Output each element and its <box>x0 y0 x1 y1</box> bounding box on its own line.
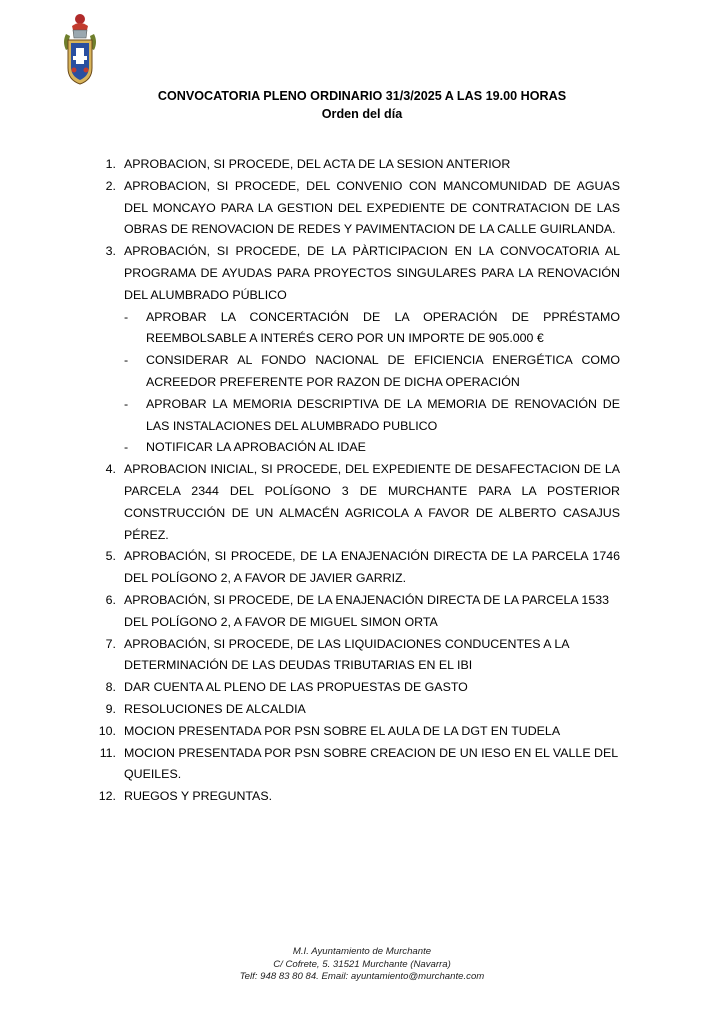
agenda-item-text: MOCION PRESENTADA POR PSN SOBRE CREACION DE UN IESO EN EL VALLE DEL QUEILES. <box>124 745 618 782</box>
agenda-sublist <box>124 307 620 460</box>
agenda-item-number: 12. <box>98 789 116 804</box>
agenda-item <box>105 154 620 176</box>
agenda-item <box>105 176 620 241</box>
agenda-item <box>105 677 620 699</box>
dash-marker: - <box>124 396 129 411</box>
agenda-item-number: 5. <box>105 549 116 564</box>
agenda-item-text: APROBACION, SI PROCEDE, DEL ACTA DE LA SESION ANTERIOR <box>124 157 511 171</box>
agenda-item <box>105 590 620 634</box>
agenda-item-number: 9. <box>105 701 116 716</box>
agenda-item <box>105 241 620 459</box>
agenda-subitem <box>124 307 620 351</box>
agenda-item-text: DAR CUENTA AL PLENO DE LAS PROPUESTAS DE GASTO <box>124 680 468 695</box>
agenda-item-text: RUEGOS Y PREGUNTAS. <box>124 789 273 804</box>
agenda-subitem-text: APROBAR LA CONCERTACIÓN DE LA OPERACIÓN DE PPRÉSTAMO REEMBOLSABLE A INTERÉS CERO POR UN IMPORTE DE 905.000 € <box>146 309 620 346</box>
agenda-item-number: 7. <box>105 636 116 651</box>
agenda-item-text: APROBACIÓN, SI PROCEDE, DE LAS LIQUIDACIONES CONDUCENTES A LA DETERMINACIÓN DE LAS DEUDAS TRIBUTARIAS EN EL IBI <box>124 636 569 673</box>
agenda-item-text: APROBACIÓN, SI PROCEDE, DE LA PÀRTICIPACION EN LA CONVOCATORIA AL PROGRAMA DE AYUDAS PARA PROYECTOS SINGULARES PARA LA RENOVACIÓN DEL ALUMBRADO PÚBLICO <box>124 244 620 302</box>
page-title: CONVOCATORIA PLENO ORDINARIO 31/3/2025 A LAS 19.00 HORAS <box>157 89 567 103</box>
page-footer <box>0 946 724 984</box>
agenda-item-number: 6. <box>105 592 116 607</box>
agenda-item-text: APROBACIÓN, SI PROCEDE, DE LA ENAJENACIÓN DIRECTA DE LA PARCELA 1746 DEL POLÍGONO 2, A FAVOR DE JAVIER GARRIZ. <box>124 549 620 586</box>
agenda-item-number: 8. <box>105 680 116 695</box>
page-subtitle: Orden del día <box>321 107 403 121</box>
dash-marker: - <box>124 353 129 368</box>
footer-address: C/ Cofrete, 5. 31521 Murchante (Navarra) <box>273 958 451 970</box>
agenda-item-number: 2. <box>105 178 116 193</box>
agenda-item <box>99 743 620 787</box>
agenda-subitem-text: APROBAR LA MEMORIA DESCRIPTIVA DE LA MEMORIA DE RENOVACIÓN DE LAS INSTALACIONES DEL ALUMBRADO PUBLICO <box>146 396 620 433</box>
agenda-subitem <box>124 437 620 459</box>
footer-organization: M.I. Ayuntamiento de Murchante <box>292 946 432 957</box>
agenda-item <box>98 786 620 808</box>
agenda-item-number: 11. <box>99 745 116 760</box>
agenda-item <box>105 634 620 678</box>
agenda-subitem <box>124 350 620 394</box>
agenda-item-text: MOCION PRESENTADA POR PSN SOBRE EL AULA DE LA DGT EN TUDELA <box>124 723 561 738</box>
dash-marker: - <box>124 309 129 324</box>
agenda-list <box>98 154 620 808</box>
dash-marker: - <box>124 440 129 455</box>
coat-of-arms-icon <box>60 12 100 86</box>
agenda-item-number: 4. <box>105 462 116 477</box>
agenda-item-text: RESOLUCIONES DE ALCALDIA <box>124 701 306 716</box>
agenda-item-number: 3. <box>105 244 116 259</box>
agenda-item-text: APROBACION INICIAL, SI PROCEDE, DEL EXPEDIENTE DE DESAFECTACION DE LA PARCELA 2344 DEL POLÍGONO 3 DE MURCHANTE PARA LA POSTERIOR CONSTRUCCIÓN DE UN ALMACÉN AGRICOLA A FAVOR DE ALBERTO CASAJUS PÉREZ. <box>124 462 620 542</box>
agenda-subitem-text: NOTIFICAR LA APROBACIÓN AL IDAE <box>146 440 366 455</box>
agenda-item-number: 1. <box>105 157 116 171</box>
agenda-item-text: APROBACIÓN, SI PROCEDE, DE LA ENAJENACIÓN DIRECTA DE LA PARCELA 1533 DEL POLÍGONO 2, A FAVOR DE MIGUEL SIMON ORTA <box>124 592 609 629</box>
agenda-item-text: APROBACION, SI PROCEDE, DEL CONVENIO CON MANCOMUNIDAD DE AGUAS DEL MONCAYO PARA LA GESTION DEL EXPEDIENTE DE CONTRATACION DE LAS OBRAS DE RENOVACION DE REDES Y PAVIMENTACION DE LA CALLE GUIRLANDA. <box>124 178 620 237</box>
footer-contact: Telf: 948 83 80 84. Email: ayuntamiento@murchante.com <box>239 971 485 982</box>
agenda-subitem <box>124 394 620 438</box>
agenda-item-number: 10. <box>98 723 116 738</box>
agenda-subitem-text: CONSIDERAR AL FONDO NACIONAL DE EFICIENCIA ENERGÉTICA COMO ACREEDOR PREFERENTE POR RAZON DE DICHA OPERACIÓN <box>146 353 620 389</box>
agenda-item <box>105 699 620 721</box>
agenda-item <box>105 546 620 590</box>
agenda-item <box>105 459 620 546</box>
agenda-item <box>98 721 620 743</box>
